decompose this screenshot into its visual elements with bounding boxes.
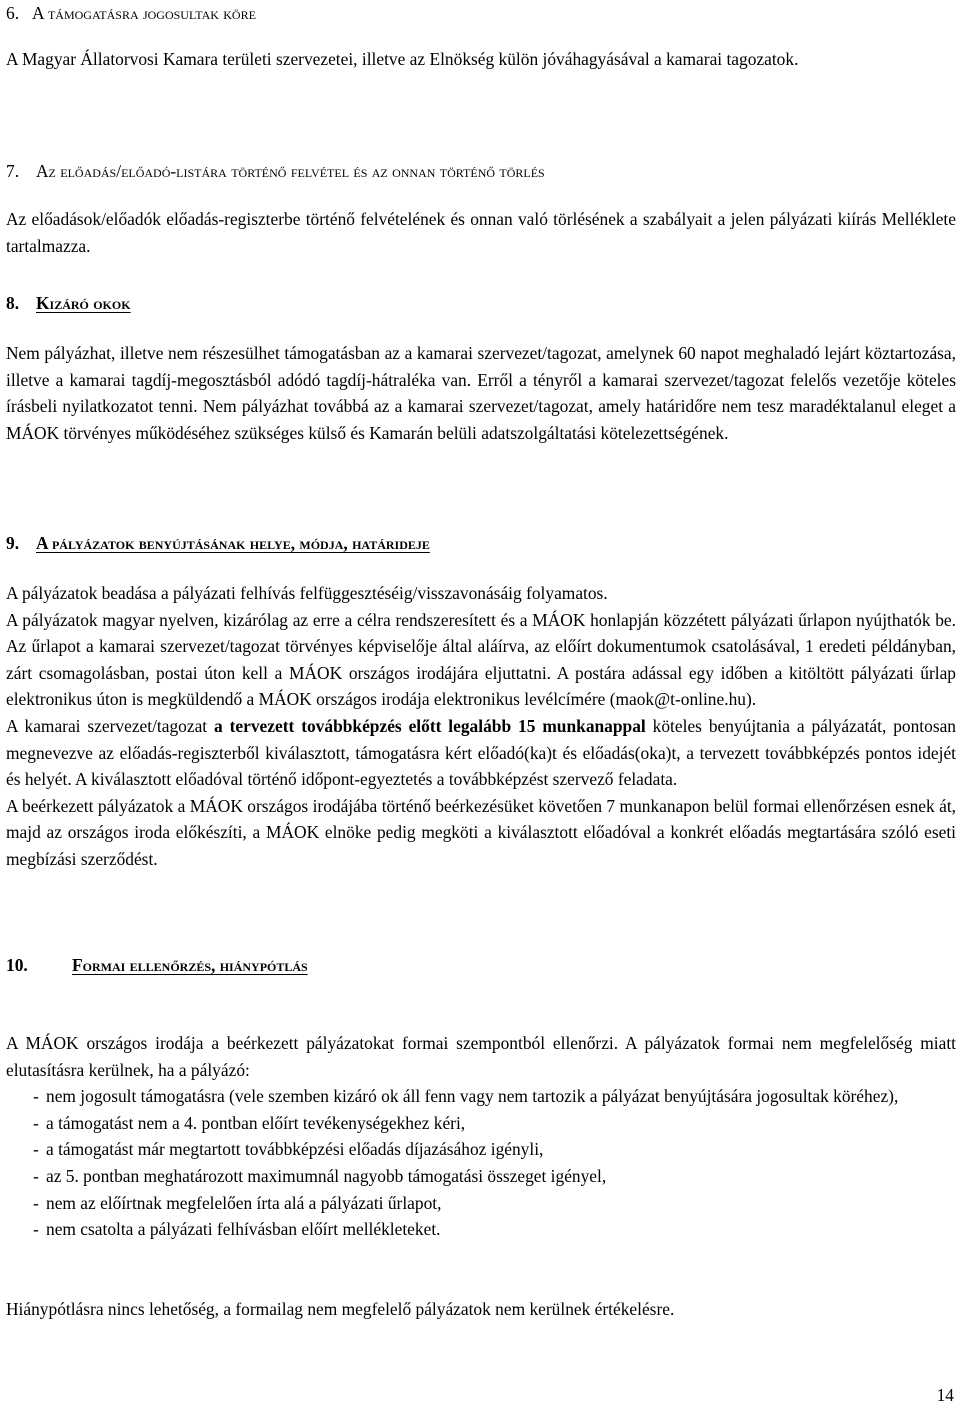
list-item-text: nem jogosult támogatásra (vele szemben kizáró ok áll fenn vagy nem tartozik a pályázat benyújtására jogosultak köréhez),	[46, 1086, 899, 1107]
section-title: A támogatásra jogosultak köre	[32, 3, 256, 23]
section-title: Az előadás/előadó-listára történő felvétel és az onnan történő törlés	[36, 161, 545, 181]
dash-bullet: -	[33, 1139, 39, 1160]
section-6-text	[6, 46, 956, 73]
section-number: 6.	[6, 3, 20, 23]
list-item-text: a támogatást nem a 4. pontban előírt tevékenységekhez kéri,	[46, 1112, 466, 1133]
section-8-heading	[6, 290, 956, 317]
section-8-text	[6, 340, 956, 446]
section-7-text	[6, 206, 956, 259]
list-item-text: az 5. pontban meghatározott maximumnál nagyobb támogatási összeget igényel,	[46, 1165, 607, 1186]
paragraph: A beérkezett pályázatok a MÁOK országos irodájába történő beérkezésüket követően 7 munkanapon belül formai ellenőrzésen esnek át, majd az országos iroda előkészíti, a MÁOK elnöke pedig megköti a kiválasztott előadóval a konkrét előadás megtartására szóló eseti megbízási szerződést.	[6, 795, 956, 869]
paragraph	[6, 713, 956, 793]
list-item-text: a támogatást már megtartott továbbképzési előadás díjazásához igényli,	[46, 1139, 544, 1160]
section-title: Formai ellenőrzés, hiánypótlás	[72, 955, 308, 975]
closing-text	[6, 1296, 956, 1323]
dash-bullet: -	[33, 1192, 39, 1213]
dash-bullet: -	[33, 1219, 39, 1240]
paragraph: A pályázatok beadása a pályázati felhívás felfüggesztéséig/visszavonásáig folyamatos.	[6, 583, 608, 603]
section-10-text	[6, 1030, 956, 1243]
section-6-heading	[6, 0, 956, 27]
list-item	[6, 1216, 956, 1243]
list-item-text: nem csatolta a pályázati felhívásban előírt mellékleteket.	[46, 1219, 441, 1240]
list-item	[6, 1110, 956, 1137]
section-number: 10.	[6, 955, 28, 975]
paragraph-text: köteles benyújtania a pályázatát, pontosan megnevezve az előadás-regiszterből kiválasztott, támogatásra kért előadó(ka)t és előadás(oka)t, a tervezett továbbképzés pontos idejét és helyét. A kiválasztott előadóval történő időpont-egyeztetés a továbbképzést szervező feladata.	[6, 715, 957, 790]
section-9-text	[6, 580, 956, 873]
section-title: A pályázatok benyújtásának helye, módja, határideje	[36, 533, 430, 553]
section-7-heading	[6, 158, 956, 185]
section-10-heading	[6, 952, 956, 979]
list-item	[6, 1136, 956, 1163]
list-item	[6, 1163, 956, 1190]
deadline-emphasis: a tervezett továbbképzés előtt legalább 15 munkanappal	[214, 715, 646, 736]
paragraph: Nem pályázhat, illetve nem részesülhet támogatásban az a kamarai szervezet/tagozat, amelynek 60 napot meghaladó lejárt köztartozása, illetve a kamarai tagdíj-megosztásból adódó tagdíj-hátraléka van. Erről a tényről a kamarai szervezet/tagozat felelős vezetője köteles írásbeli nyilatkozatot tenni. Nem pályázhat továbbá az a kamarai szervezet/tagozat, amely határidőre nem tesz maradéktalanul eleget a MÁOK törvényes működéséhez szükséges külső és Kamarán belüli adatszolgáltatási kötelezettségének.	[6, 343, 956, 443]
dash-bullet: -	[33, 1165, 39, 1186]
list-item	[6, 1083, 956, 1110]
dash-bullet: -	[33, 1112, 39, 1133]
list-item	[6, 1190, 956, 1217]
section-title: Kizáró okok	[36, 293, 131, 313]
section-number: 8.	[6, 293, 20, 313]
paragraph: Az előadások/előadók előadás-regiszterbe történő felvételének és onnan való törlésének a szabályait a jelen pályázati kiírás Melléklete tartalmazza.	[6, 209, 956, 256]
paragraph: A MÁOK országos irodája a beérkezett pályázatokat formai szempontból ellenőrzi. A pályázatok formai nem megfelelőség miatt elutasításra kerülnek, ha a pályázó:	[6, 1033, 956, 1080]
page-number: 14	[936, 1385, 954, 1405]
paragraph: A Magyar Állatorvosi Kamara területi szervezetei, illetve az Elnökség külön jóváhagyásával a kamarai tagozatok.	[6, 49, 799, 69]
list-item-text: nem az előírtnak megfelelően írta alá a pályázati űrlapot,	[46, 1192, 442, 1213]
paragraph-text: A kamarai szervezet/tagozat	[6, 715, 215, 736]
paragraph: Hiánypótlásra nincs lehetőség, a formailag nem megfelelő pályázatok nem kerülnek értékelésre.	[6, 1299, 675, 1319]
section-number: 7.	[6, 161, 20, 181]
dash-bullet: -	[33, 1086, 39, 1107]
section-number: 9.	[6, 533, 20, 553]
rejection-reasons-list	[6, 1083, 956, 1243]
section-9-heading	[6, 530, 956, 557]
paragraph: A pályázatok magyar nyelven, kizárólag az erre a célra rendszeresített és a MÁOK honlapján közzétett pályázati űrlapon nyújthatók be. Az űrlapot a kamarai szervezet/tagozat törvényes képviselője által aláírva, az előírt dokumentumok csatolásával, 1 eredeti példányban, zárt csomagolásban, postai úton kell a MÁOK országos irodájára eljuttatni. A postára adással egy időben a kitöltött pályázati űrlap elektronikus úton is megküldendő a MÁOK országos irodája elektronikus levélcímére (maok@t-online.hu).	[6, 609, 956, 710]
